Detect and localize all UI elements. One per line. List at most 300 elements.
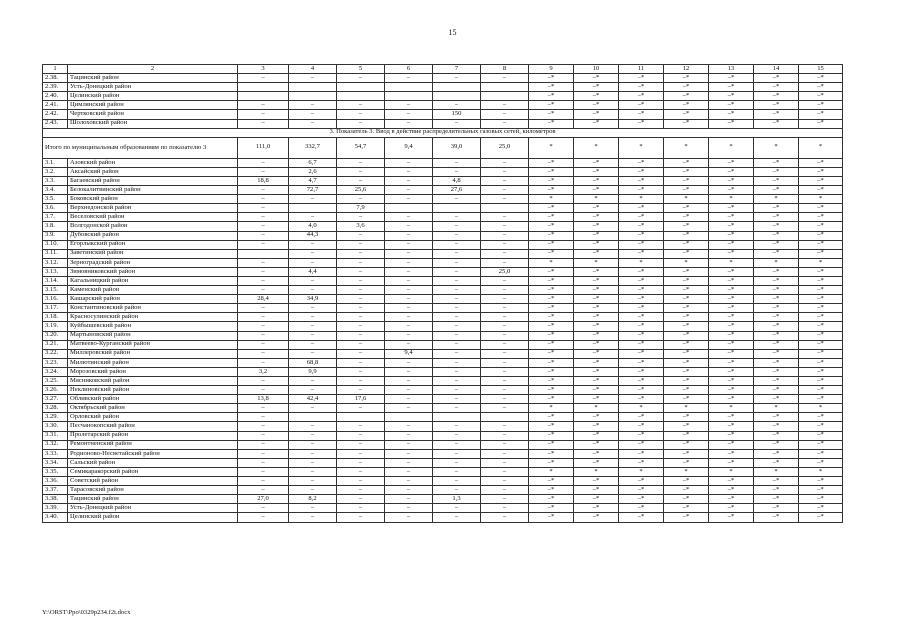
district-name: Багаевский район [68, 176, 238, 185]
table-row [43, 186, 843, 195]
section-row [43, 128, 843, 137]
value-cell: –* [754, 331, 799, 340]
value-cell: – [481, 101, 529, 110]
value-cell: –* [709, 313, 754, 322]
district-name: Волгодонской район [68, 222, 238, 231]
district-name: Неклиновский район [68, 386, 238, 395]
value-cell: – [337, 195, 385, 204]
value-cell: – [289, 431, 337, 440]
value-cell: * [529, 258, 574, 267]
value-cell: – [385, 395, 433, 404]
value-cell: –* [799, 176, 843, 185]
value-cell: –* [709, 295, 754, 304]
value-cell: – [433, 504, 481, 513]
value-cell: – [481, 404, 529, 413]
data-table [42, 64, 843, 523]
value-cell: – [238, 286, 289, 295]
value-cell: –* [619, 92, 664, 101]
district-name: Усть-Донецкий район [68, 83, 238, 92]
table-row [43, 449, 843, 458]
value-cell: – [385, 404, 433, 413]
district-name: Усть-Донецкий район [68, 504, 238, 513]
value-cell: –* [664, 513, 709, 522]
table-row [43, 486, 843, 495]
value-cell [433, 413, 481, 422]
value-cell: – [289, 477, 337, 486]
value-cell: –* [799, 495, 843, 504]
value-cell: –* [664, 377, 709, 386]
value-cell: * [574, 467, 619, 476]
value-cell: –* [529, 495, 574, 504]
value-cell: –* [529, 249, 574, 258]
table-row [43, 377, 843, 386]
value-cell: –* [709, 186, 754, 195]
row-number: 2.41. [43, 101, 68, 110]
value-cell: –* [754, 440, 799, 449]
value-cell: – [385, 322, 433, 331]
value-cell: – [337, 276, 385, 285]
district-name: Мартыновский район [68, 331, 238, 340]
value-cell: –* [574, 367, 619, 376]
value-cell: – [433, 295, 481, 304]
value-cell: –* [619, 504, 664, 513]
value-cell: – [385, 486, 433, 495]
value-cell: – [238, 74, 289, 83]
value-cell: – [481, 322, 529, 331]
value-cell: – [289, 449, 337, 458]
value-cell: – [481, 195, 529, 204]
value-cell: * [529, 467, 574, 476]
value-cell: –* [619, 101, 664, 110]
value-cell: – [238, 304, 289, 313]
value-cell: –* [754, 267, 799, 276]
value-cell: –* [529, 331, 574, 340]
value-cell: –* [574, 167, 619, 176]
value-cell: – [289, 119, 337, 128]
value-cell: – [337, 110, 385, 119]
value-cell: – [433, 322, 481, 331]
value-cell: –* [664, 477, 709, 486]
value-cell: 18,8 [238, 176, 289, 185]
value-cell: * [799, 258, 843, 267]
value-cell: –* [664, 495, 709, 504]
value-cell: – [385, 267, 433, 276]
district-name: Семикаракорский район [68, 467, 238, 476]
value-cell: –* [754, 231, 799, 240]
value-cell: * [529, 404, 574, 413]
value-cell: – [337, 304, 385, 313]
value-cell: – [385, 467, 433, 476]
value-cell: – [433, 286, 481, 295]
district-name: Дубовский район [68, 231, 238, 240]
value-cell: –* [754, 304, 799, 313]
value-cell: 4,8 [433, 176, 481, 185]
value-cell: –* [709, 213, 754, 222]
table-row [43, 395, 843, 404]
value-cell: – [238, 322, 289, 331]
value-cell: – [481, 222, 529, 231]
value-cell: – [238, 195, 289, 204]
value-cell: –* [799, 158, 843, 167]
district-name: Песчанокопский район [68, 422, 238, 431]
value-cell: –* [709, 477, 754, 486]
district-name: Орловский район [68, 413, 238, 422]
value-cell: – [433, 440, 481, 449]
table-row [43, 204, 843, 213]
district-name: Тарасовский район [68, 486, 238, 495]
district-name: Каменский район [68, 286, 238, 295]
value-cell: – [238, 449, 289, 458]
value-cell: – [481, 186, 529, 195]
value-cell: – [385, 340, 433, 349]
district-name: Белокалитвинский район [68, 186, 238, 195]
value-cell: –* [574, 74, 619, 83]
value-cell: –* [529, 92, 574, 101]
row-number: 3.29. [43, 413, 68, 422]
value-cell: –* [799, 386, 843, 395]
value-cell: 25,6 [337, 186, 385, 195]
value-cell: –* [664, 176, 709, 185]
value-cell: – [238, 513, 289, 522]
district-name: Целинский район [68, 513, 238, 522]
district-name: Верхнедонской район [68, 204, 238, 213]
value-cell: – [289, 331, 337, 340]
value-cell: – [238, 486, 289, 495]
value-cell: –* [574, 358, 619, 367]
value-cell: –* [664, 110, 709, 119]
value-cell: –* [709, 74, 754, 83]
value-cell: –* [799, 486, 843, 495]
value-cell: –* [754, 377, 799, 386]
table-row [43, 295, 843, 304]
value-cell: –* [664, 331, 709, 340]
value-cell: – [289, 304, 337, 313]
value-cell: * [664, 467, 709, 476]
value-cell: –* [619, 240, 664, 249]
value-cell: * [799, 404, 843, 413]
value-cell: –* [574, 340, 619, 349]
value-cell: – [337, 486, 385, 495]
row-number: 3.39. [43, 504, 68, 513]
value-cell: –* [754, 286, 799, 295]
value-cell: –* [799, 276, 843, 285]
value-cell: –* [709, 513, 754, 522]
value-cell: –* [754, 222, 799, 231]
value-cell: –* [799, 295, 843, 304]
value-cell: –* [529, 186, 574, 195]
table-row [43, 110, 843, 119]
value-cell: – [481, 258, 529, 267]
value-cell: –* [664, 504, 709, 513]
value-cell: – [433, 340, 481, 349]
value-cell: – [238, 231, 289, 240]
value-cell [385, 83, 433, 92]
row-number: 2.42. [43, 110, 68, 119]
value-cell: – [238, 431, 289, 440]
value-cell: –* [799, 477, 843, 486]
district-name: Красносулинский район [68, 313, 238, 322]
value-cell: –* [799, 358, 843, 367]
column-number-header: 15 [799, 65, 843, 74]
value-cell: –* [754, 213, 799, 222]
value-cell: – [337, 331, 385, 340]
value-cell: –* [529, 340, 574, 349]
value-cell: –* [664, 286, 709, 295]
row-number: 3.12. [43, 258, 68, 267]
value-cell: –* [574, 295, 619, 304]
value-cell: – [433, 195, 481, 204]
value-cell: –* [529, 276, 574, 285]
value-cell: – [433, 222, 481, 231]
value-cell: –* [529, 267, 574, 276]
value-cell: 7,9 [337, 204, 385, 213]
value-cell: –* [709, 395, 754, 404]
row-number: 3.21. [43, 340, 68, 349]
row-number: 3.33. [43, 449, 68, 458]
value-cell: –* [529, 458, 574, 467]
value-cell: – [433, 119, 481, 128]
row-number: 3.19. [43, 322, 68, 331]
value-cell: * [754, 258, 799, 267]
value-cell: –* [619, 331, 664, 340]
value-cell: –* [799, 167, 843, 176]
table-row [43, 477, 843, 486]
value-cell: –* [754, 74, 799, 83]
value-cell: – [385, 458, 433, 467]
column-number-header: 4 [289, 65, 337, 74]
value-cell: * [619, 467, 664, 476]
district-name: Морозовский район [68, 367, 238, 376]
value-cell: – [433, 377, 481, 386]
value-cell: –* [709, 101, 754, 110]
value-cell: –* [529, 110, 574, 119]
row-number: 3.37. [43, 486, 68, 495]
value-cell: –* [709, 377, 754, 386]
value-cell: –* [709, 304, 754, 313]
value-cell: – [337, 431, 385, 440]
value-cell: – [433, 513, 481, 522]
column-number-header: 13 [709, 65, 754, 74]
value-cell: – [433, 313, 481, 322]
total-value-cell: 54,7 [337, 137, 385, 158]
value-cell: – [289, 110, 337, 119]
value-cell: –* [619, 458, 664, 467]
value-cell: –* [799, 240, 843, 249]
value-cell: –* [664, 240, 709, 249]
value-cell: – [481, 349, 529, 358]
table-row [43, 322, 843, 331]
value-cell: –* [574, 101, 619, 110]
value-cell: –* [574, 440, 619, 449]
value-cell: –* [574, 186, 619, 195]
value-cell: –* [574, 110, 619, 119]
total-value-cell: * [529, 137, 574, 158]
value-cell: – [385, 222, 433, 231]
value-cell: –* [574, 422, 619, 431]
value-cell: – [433, 349, 481, 358]
value-cell: –* [664, 295, 709, 304]
row-number: 2.43. [43, 119, 68, 128]
value-cell: – [289, 249, 337, 258]
value-cell: – [289, 504, 337, 513]
column-number-header: 2 [68, 65, 238, 74]
value-cell: –* [799, 377, 843, 386]
value-cell: –* [754, 413, 799, 422]
value-cell: –* [799, 74, 843, 83]
value-cell: –* [709, 386, 754, 395]
column-number-header: 14 [754, 65, 799, 74]
value-cell: –* [754, 158, 799, 167]
value-cell: –* [709, 495, 754, 504]
value-cell: – [481, 467, 529, 476]
table-row [43, 440, 843, 449]
value-cell: –* [799, 101, 843, 110]
value-cell: – [433, 467, 481, 476]
value-cell: – [385, 367, 433, 376]
value-cell: –* [619, 358, 664, 367]
value-cell: 44,3 [289, 231, 337, 240]
value-cell: –* [799, 286, 843, 295]
district-name: Чертковский район [68, 110, 238, 119]
value-cell: * [664, 195, 709, 204]
value-cell: – [481, 74, 529, 83]
district-name: Милютинский район [68, 358, 238, 367]
value-cell: 27,6 [433, 186, 481, 195]
value-cell: –* [529, 486, 574, 495]
value-cell: –* [574, 119, 619, 128]
value-cell: * [619, 195, 664, 204]
total-value-cell: * [574, 137, 619, 158]
value-cell: – [289, 340, 337, 349]
value-cell: –* [664, 422, 709, 431]
value-cell: –* [664, 186, 709, 195]
value-cell: –* [709, 486, 754, 495]
column-number-header: 5 [337, 65, 385, 74]
value-cell: –* [799, 222, 843, 231]
value-cell: –* [529, 477, 574, 486]
value-cell: – [289, 377, 337, 386]
value-cell: – [481, 449, 529, 458]
row-number: 2.38. [43, 74, 68, 83]
value-cell: 17,6 [337, 395, 385, 404]
total-value-cell: * [799, 137, 843, 158]
value-cell: –* [529, 440, 574, 449]
row-number: 3.9. [43, 231, 68, 240]
value-cell: – [337, 101, 385, 110]
value-cell: – [337, 358, 385, 367]
value-cell: – [433, 395, 481, 404]
table-row [43, 83, 843, 92]
value-cell: –* [799, 513, 843, 522]
table-row [43, 267, 843, 276]
value-cell: – [289, 386, 337, 395]
value-cell: – [238, 267, 289, 276]
value-cell: –* [619, 495, 664, 504]
value-cell: – [481, 458, 529, 467]
value-cell: – [385, 422, 433, 431]
value-cell: – [433, 258, 481, 267]
value-cell: – [238, 213, 289, 222]
row-number: 3.4. [43, 186, 68, 195]
value-cell: –* [709, 413, 754, 422]
value-cell: –* [529, 167, 574, 176]
value-cell: 2,6 [289, 167, 337, 176]
value-cell: –* [529, 386, 574, 395]
value-cell [238, 92, 289, 101]
value-cell: – [337, 267, 385, 276]
value-cell: 3,6 [337, 222, 385, 231]
district-name: Аксайский район [68, 167, 238, 176]
value-cell: –* [574, 486, 619, 495]
value-cell: 9,4 [385, 349, 433, 358]
value-cell: –* [664, 158, 709, 167]
value-cell: –* [754, 295, 799, 304]
row-number: 3.23. [43, 358, 68, 367]
value-cell: – [238, 186, 289, 195]
value-cell: 27,0 [238, 495, 289, 504]
value-cell: –* [754, 513, 799, 522]
value-cell: –* [529, 395, 574, 404]
table-row [43, 422, 843, 431]
value-cell: –* [529, 349, 574, 358]
value-cell: – [238, 358, 289, 367]
value-cell: – [433, 486, 481, 495]
value-cell: –* [754, 495, 799, 504]
value-cell: –* [664, 304, 709, 313]
value-cell: –* [529, 513, 574, 522]
value-cell: – [481, 358, 529, 367]
value-cell: – [337, 467, 385, 476]
value-cell [337, 92, 385, 101]
value-cell: 4,0 [289, 222, 337, 231]
value-cell: –* [799, 431, 843, 440]
value-cell: –* [619, 422, 664, 431]
value-cell: * [754, 195, 799, 204]
value-cell: – [481, 395, 529, 404]
value-cell: 68,8 [289, 358, 337, 367]
district-name: Боковский район [68, 195, 238, 204]
value-cell: –* [619, 449, 664, 458]
value-cell: – [481, 158, 529, 167]
row-number: 3.24. [43, 367, 68, 376]
value-cell: –* [619, 186, 664, 195]
row-number: 3.13. [43, 267, 68, 276]
value-cell: –* [709, 83, 754, 92]
district-name: Пролетарский район [68, 431, 238, 440]
value-cell: – [289, 486, 337, 495]
value-cell: – [238, 331, 289, 340]
value-cell: – [337, 213, 385, 222]
table-row [43, 349, 843, 358]
value-cell: – [289, 286, 337, 295]
value-cell: –* [709, 440, 754, 449]
table-row [43, 513, 843, 522]
value-cell: – [238, 158, 289, 167]
value-cell: –* [574, 83, 619, 92]
value-cell: – [289, 313, 337, 322]
value-cell: – [337, 249, 385, 258]
district-name: Азовский район [68, 158, 238, 167]
value-cell: – [238, 101, 289, 110]
value-cell: –* [664, 431, 709, 440]
district-name: Веселовский район [68, 213, 238, 222]
row-number: 3.25. [43, 377, 68, 386]
value-cell: –* [574, 92, 619, 101]
value-cell: –* [799, 395, 843, 404]
value-cell [481, 413, 529, 422]
value-cell: –* [529, 240, 574, 249]
value-cell: –* [619, 322, 664, 331]
